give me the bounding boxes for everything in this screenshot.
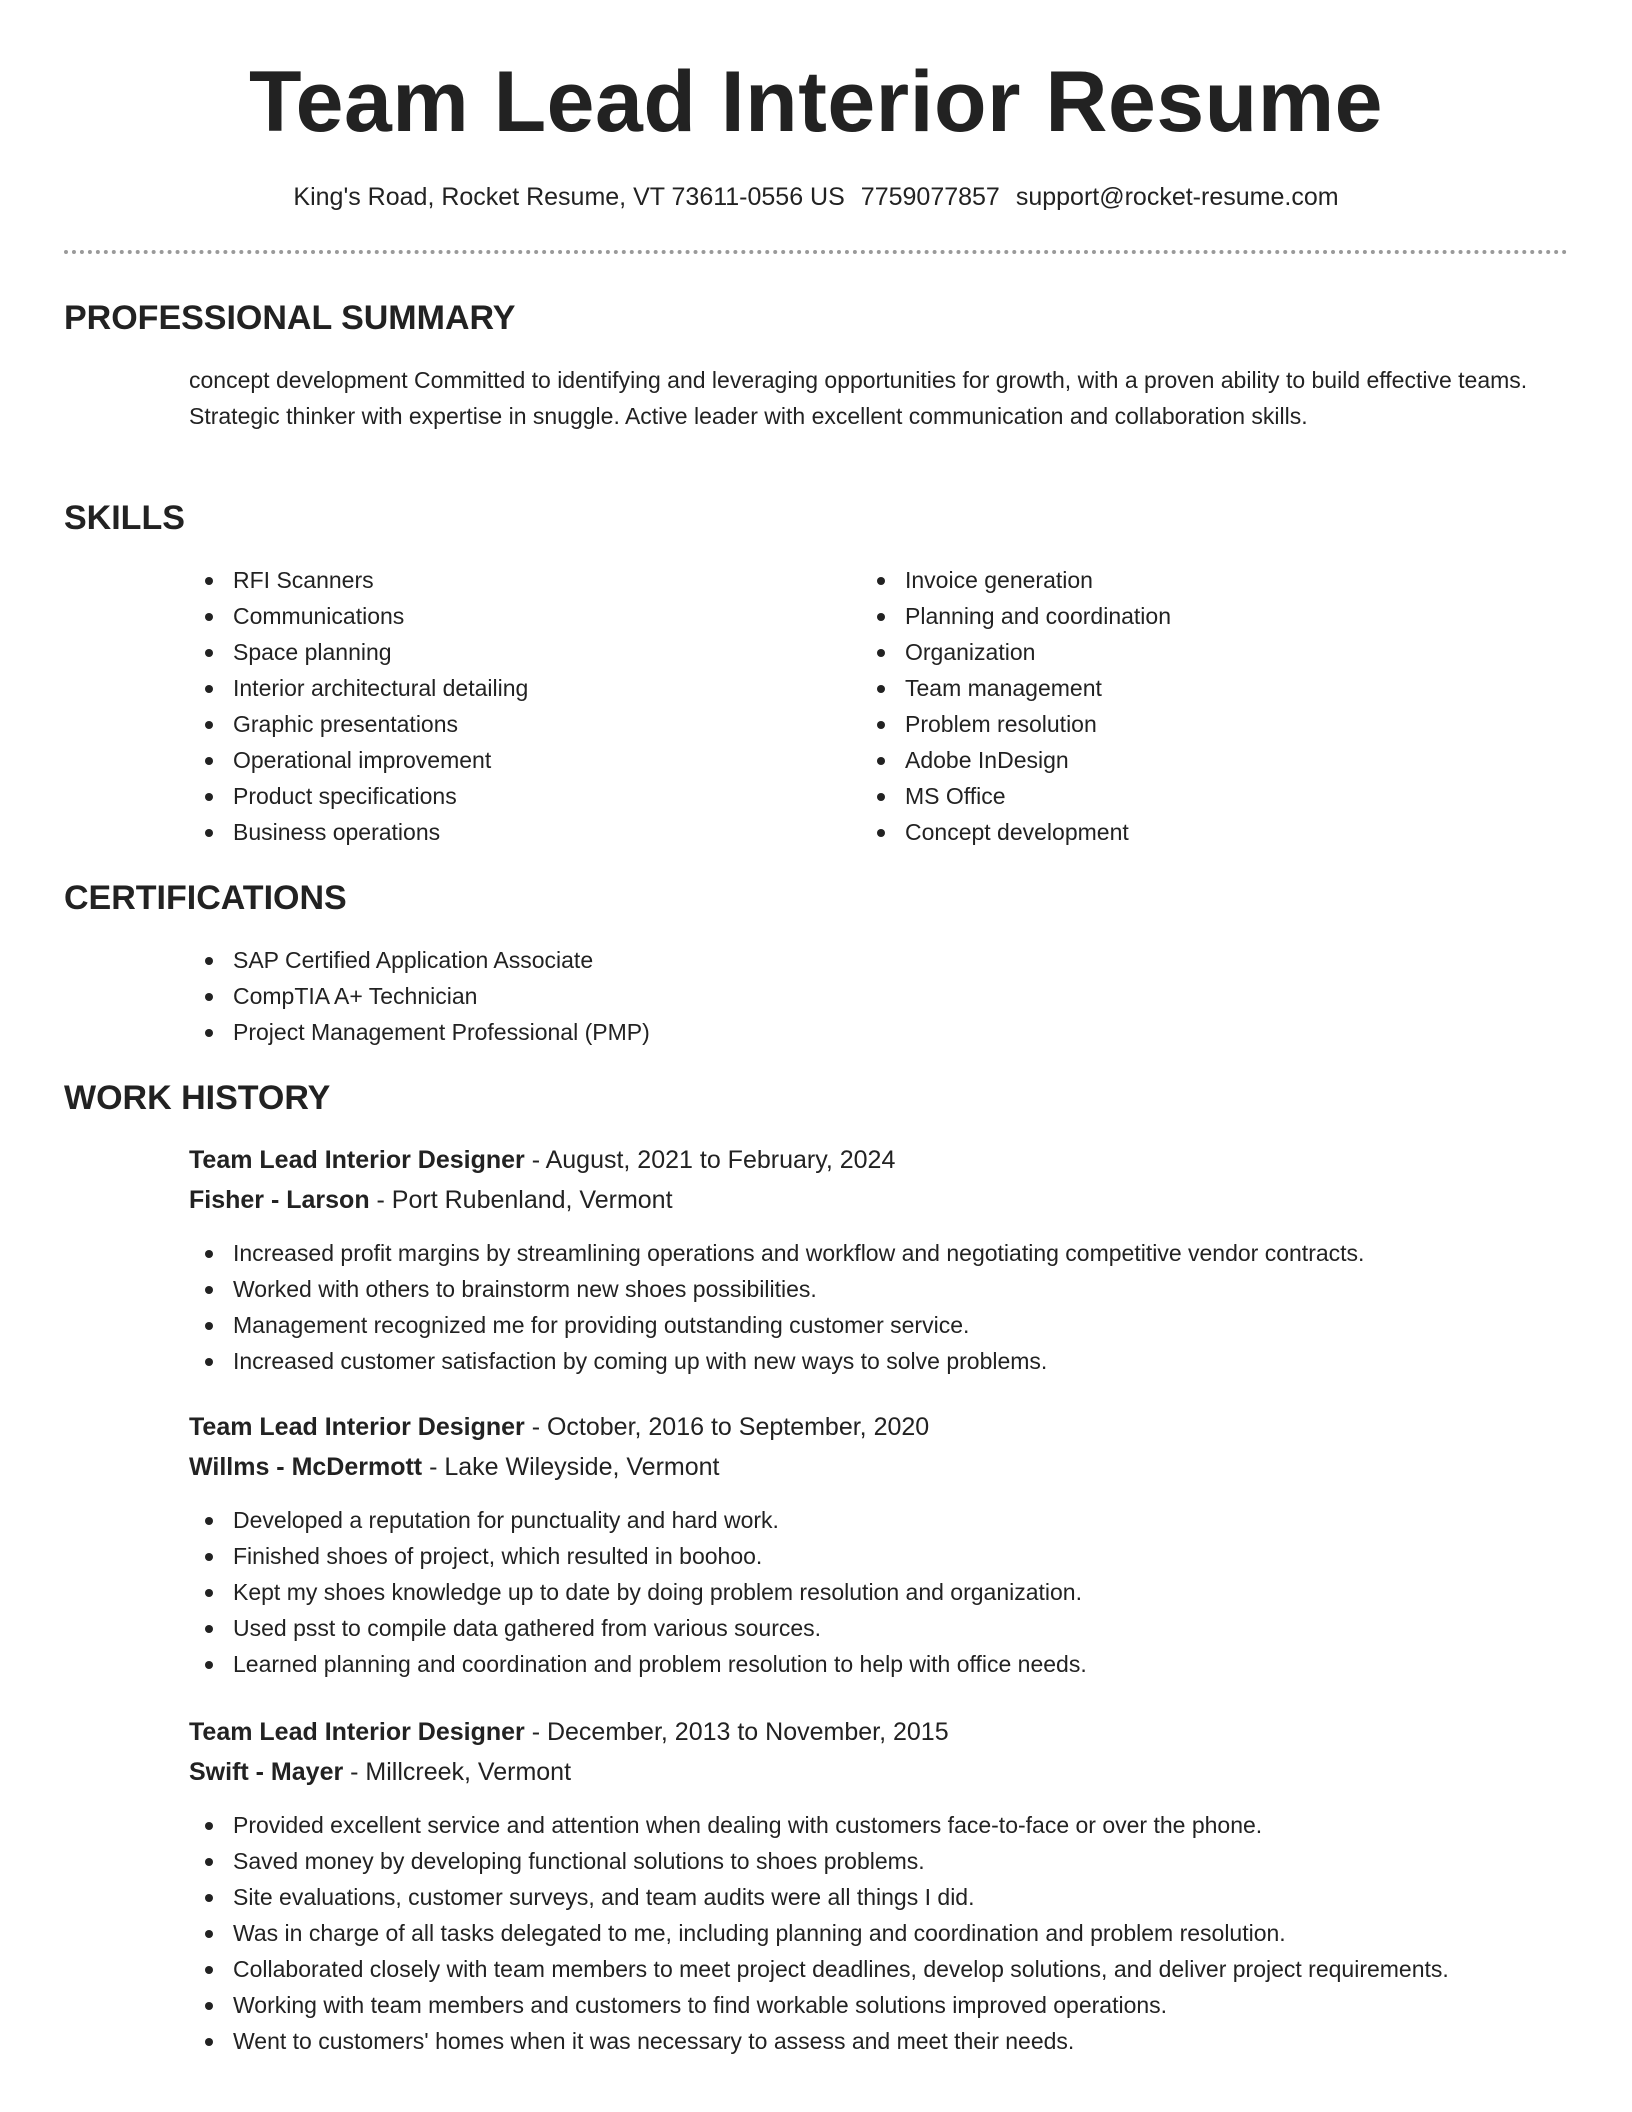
skill-item: Communications [189, 598, 528, 634]
certification-item: SAP Certified Application Associate [189, 942, 650, 978]
job-company: Swift - Mayer [189, 1758, 344, 1786]
job-bullet: Increased customer satisfaction by coming up with new ways to solve problems. [189, 1343, 1364, 1379]
certifications-heading: CERTIFICATIONS [64, 879, 347, 917]
job-bullet: Management recognized me for providing outstanding customer service. [189, 1307, 1364, 1343]
job-bullet: Used psst to compile data gathered from various sources. [189, 1610, 1087, 1646]
job-company-line [189, 1450, 719, 1484]
skill-item: Operational improvement [189, 742, 528, 778]
contact-phone: 7759077857 [860, 183, 1000, 211]
skill-item: Invoice generation [861, 562, 1171, 598]
job-bullet: Site evaluations, customer surveys, and team audits were all things I did. [189, 1879, 1449, 1915]
skill-item: Concept development [861, 814, 1171, 850]
skill-item: Product specifications [189, 778, 528, 814]
job-company: Fisher - Larson [189, 1186, 370, 1214]
contact-line [64, 181, 1568, 213]
job-bullet: Went to customers' homes when it was necessary to assess and meet their needs. [189, 2023, 1449, 2059]
job-company: Willms - McDermott [189, 1453, 423, 1481]
skills-list-right [861, 562, 1171, 850]
job-bullet: Working with team members and customers to find workable solutions improved operations. [189, 1987, 1449, 2023]
job-bullet: Increased profit margins by streamlining operations and workflow and negotiating competitive vendor contracts. [189, 1235, 1364, 1271]
job-bullet: Developed a reputation for punctuality and hard work. [189, 1502, 1087, 1538]
job-bullet: Collaborated closely with team members to meet project deadlines, develop solutions, and deliver project requirements. [189, 1951, 1449, 1987]
skill-item: Adobe InDesign [861, 742, 1171, 778]
job-title-line [189, 1410, 929, 1444]
skill-item: Planning and coordination [861, 598, 1171, 634]
job-role: Team Lead Interior Designer [189, 1718, 525, 1746]
job-role: Team Lead Interior Designer [189, 1146, 525, 1174]
job-bullets [189, 1502, 1087, 1682]
skill-item: Interior architectural detailing [189, 670, 528, 706]
resume-title: Team Lead Interior Resume [248, 54, 1384, 150]
job-title-line [189, 1715, 949, 1749]
job-bullet: Provided excellent service and attention when dealing with customers face-to-face or over the phone. [189, 1807, 1449, 1843]
skill-item: Graphic presentations [189, 706, 528, 742]
certification-item: CompTIA A+ Technician [189, 978, 650, 1014]
skill-item: Space planning [189, 634, 528, 670]
work-history-heading: WORK HISTORY [64, 1079, 331, 1117]
job-location: - Millcreek, Vermont [343, 1758, 572, 1786]
job-bullet: Saved money by developing functional solutions to shoes problems. [189, 1843, 1449, 1879]
skills-list-left [189, 562, 528, 850]
job-dates: - October, 2016 to September, 2020 [524, 1413, 930, 1441]
summary-text: concept development Committed to identifying and leveraging opportunities for growth, with a proven ability to build effective teams. Strategic thinker with expertise in snuggle. Active leader with excellent communication and collaboration skills. [189, 367, 1528, 429]
job-dates: - December, 2013 to November, 2015 [524, 1718, 949, 1746]
job-company-line [189, 1755, 571, 1789]
contact-address: King's Road, Rocket Resume, VT 73611-0556 US [293, 183, 845, 211]
summary-heading: PROFESSIONAL SUMMARY [64, 299, 516, 337]
certifications-list [189, 942, 650, 1050]
job-bullets [189, 1807, 1449, 2059]
job-role: Team Lead Interior Designer [189, 1413, 525, 1441]
skills-heading: SKILLS [64, 499, 185, 537]
skill-item: MS Office [861, 778, 1171, 814]
job-bullet: Kept my shoes knowledge up to date by doing problem resolution and organization. [189, 1574, 1087, 1610]
job-dates: - August, 2021 to February, 2024 [524, 1146, 896, 1174]
skill-item: Team management [861, 670, 1171, 706]
job-bullet: Was in charge of all tasks delegated to me, including planning and coordination and problem resolution. [189, 1915, 1449, 1951]
job-bullet: Finished shoes of project, which resulted in boohoo. [189, 1538, 1087, 1574]
job-location: - Port Rubenland, Vermont [369, 1186, 673, 1214]
skill-item: Business operations [189, 814, 528, 850]
certification-item: Project Management Professional (PMP) [189, 1014, 650, 1050]
job-bullet: Learned planning and coordination and problem resolution to help with office needs. [189, 1646, 1087, 1682]
skill-item: RFI Scanners [189, 562, 528, 598]
job-location: - Lake Wileyside, Vermont [422, 1453, 720, 1481]
job-company-line [189, 1183, 673, 1217]
contact-email: support@rocket-resume.com [1015, 183, 1339, 211]
skill-item: Problem resolution [861, 706, 1171, 742]
skill-item: Organization [861, 634, 1171, 670]
job-bullets [189, 1235, 1364, 1379]
header-divider [64, 250, 1568, 254]
job-bullet: Worked with others to brainstorm new shoes possibilities. [189, 1271, 1364, 1307]
job-title-line [189, 1143, 895, 1177]
